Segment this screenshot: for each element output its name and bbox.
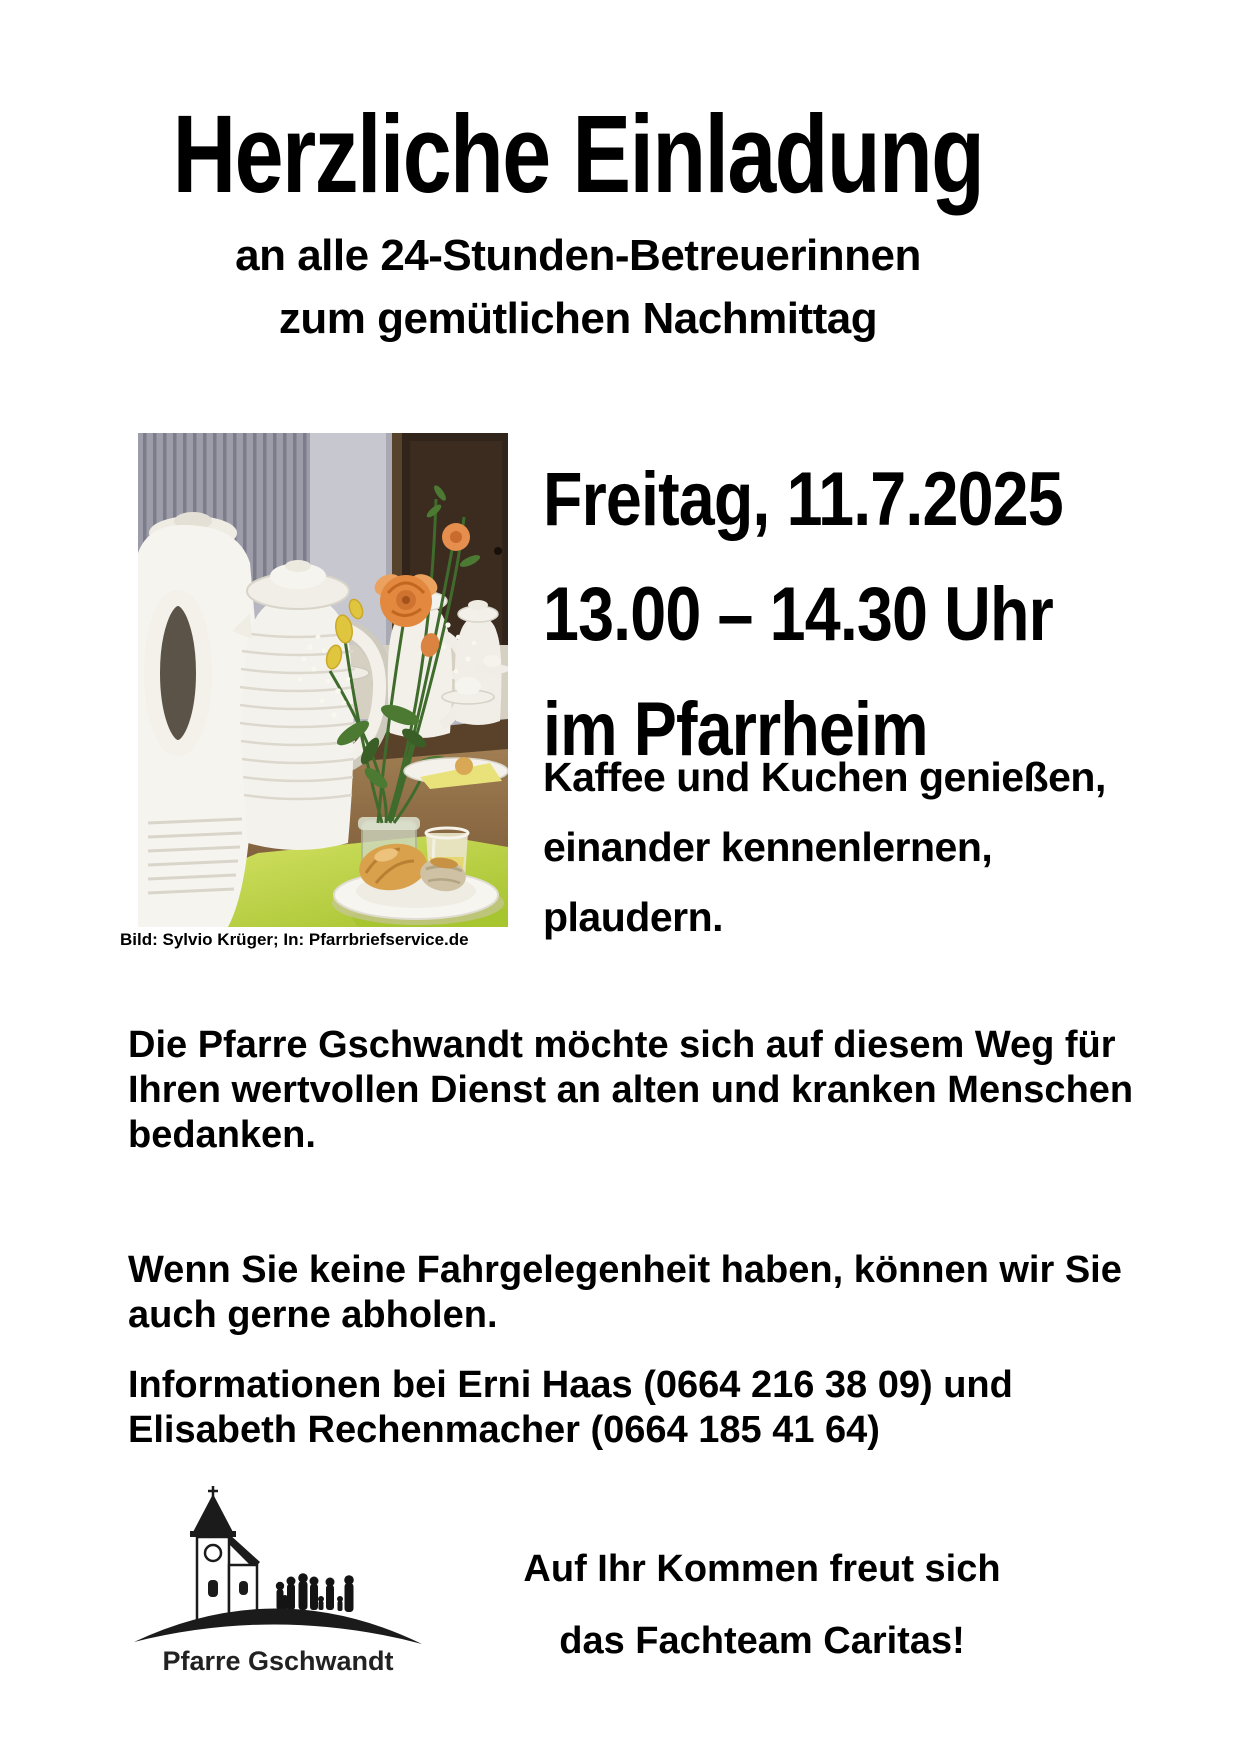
closing-text [430, 1533, 1094, 1677]
church-logo-icon [128, 1482, 428, 1682]
event-activities [543, 742, 1106, 952]
event-time: 13.00 – 14.30 Uhr [543, 572, 1053, 657]
activity-line: Kaffee und Kuchen genießen, [543, 754, 1106, 800]
logo-label: Pfarre Gschwandt [162, 1646, 394, 1676]
parish-logo [128, 1482, 428, 1682]
coffee-table-photo [138, 433, 508, 927]
subtitle-line-2: zum gemütlichen Nachmittag [278, 294, 878, 343]
event-location: im Pfarrheim [543, 687, 928, 772]
closing-line-1: Auf Ihr Kommen freut sich [523, 1548, 1001, 1590]
people-silhouettes [276, 1573, 354, 1612]
thanks-paragraph: Die Pfarre Gschwandt möchte sich auf diesem Weg für Ihren wertvollen Dienst an alten und kranken Menschen bedanken. [128, 1024, 1134, 1156]
event-date: Freitag, 11.7.2025 [543, 457, 1063, 542]
closing-line-2: das Fachteam Caritas! [559, 1620, 965, 1662]
church-icon [190, 1486, 260, 1622]
hill-arc [134, 1608, 422, 1644]
activity-line: plaudern. [543, 894, 724, 940]
contact-paragraph: Informationen bei Erni Haas (0664 216 38 09) und Elisabeth Rechenmacher (0664 185 41 64) [128, 1364, 1013, 1451]
activity-line: einander kennenlernen, [543, 824, 993, 870]
event-photo [138, 433, 508, 927]
page-title: Herzliche Einladung [172, 93, 984, 216]
event-details [543, 442, 1063, 787]
subtitle-line-1: an alle 24-Stunden-Betreuerinnen [235, 231, 921, 280]
pickup-paragraph: Wenn Sie keine Fahrgelegenheit haben, können wir Sie auch gerne abholen. [128, 1249, 1122, 1336]
photo-caption: Bild: Sylvio Krüger; In: Pfarrbriefservice.de [120, 930, 469, 949]
